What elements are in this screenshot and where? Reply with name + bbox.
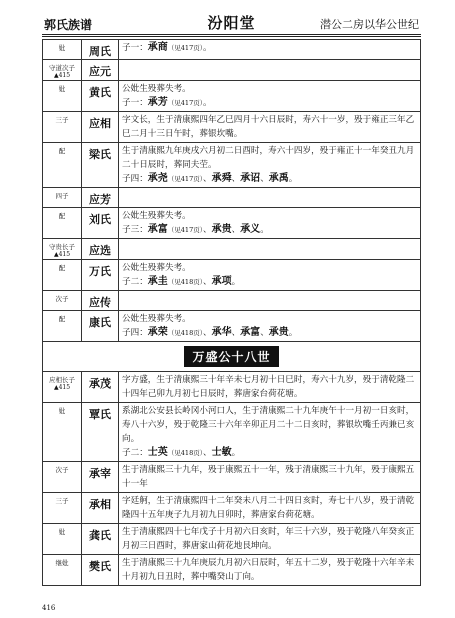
biography-cell xyxy=(119,462,421,493)
child-name: 承芳 xyxy=(147,97,168,108)
biography-cell xyxy=(119,493,421,524)
person-name: 龚氏 xyxy=(82,524,119,555)
child-separator: 。 xyxy=(202,43,212,53)
biography-text: 字方盛，生于清康熙三十年辛未七月初十日巳时，寿六十九岁，殁于清乾隆二十四年己卯九月初七日辰时，葬唐家台荷花塘。 xyxy=(122,375,415,399)
relation-label: 配 xyxy=(58,315,66,323)
children-prefix: 子一： xyxy=(122,43,148,53)
relation-tag xyxy=(43,60,82,81)
relation-label: 次子 xyxy=(55,466,69,474)
biography-cell xyxy=(119,60,421,81)
child-page-ref: （见418页） xyxy=(167,449,203,457)
table-row xyxy=(43,239,421,260)
relation-tag xyxy=(43,493,82,524)
table-row xyxy=(43,291,421,311)
relation-tag xyxy=(43,555,82,586)
person-name: 承相 xyxy=(82,493,119,524)
children-prefix: 子二： xyxy=(122,277,148,287)
child-name: 承华 xyxy=(211,327,232,338)
table-row xyxy=(43,403,421,462)
relation-label: 配 xyxy=(58,212,66,220)
table-row xyxy=(43,524,421,555)
table-row xyxy=(43,40,421,60)
relation-label: 配 xyxy=(58,264,66,272)
relation-tag xyxy=(43,462,82,493)
biography-cell xyxy=(119,143,421,188)
biography-text: 公妣生殁葬失考。 xyxy=(122,84,191,94)
biography-text: 系湖北公安县长岭冈小河口人，生于清康熙二十九年庚午十一月初一日亥时，寿八十六岁，殁于乾隆三十六年辛卯正月二十二日亥时，葬银坎嘴壬丙兼已亥向。 xyxy=(122,406,415,444)
table-row xyxy=(43,60,421,81)
page-marker: ▲415 xyxy=(53,72,71,79)
child-separator: 、 xyxy=(202,174,212,184)
children-prefix: 子四： xyxy=(122,174,148,184)
table-row xyxy=(43,555,421,586)
biography-text: 生于清康熙三十九年庚辰九月初六日辰时，年五十二岁，殁于乾隆十六年辛未十月初九日丑时，葬中嘴癸山丁向。 xyxy=(122,558,415,582)
child-name: 承圭 xyxy=(147,276,168,287)
relation-tag xyxy=(43,40,82,60)
relation-tag xyxy=(43,524,82,555)
child-name: 承富 xyxy=(147,224,168,235)
child-separator: 。 xyxy=(288,328,298,338)
child-name: 承贵 xyxy=(268,327,289,338)
biography-cell xyxy=(119,311,421,342)
child-separator: 、 xyxy=(231,328,241,338)
relation-tag xyxy=(43,260,82,291)
generation-row xyxy=(43,342,421,372)
child-name: 士英 xyxy=(147,447,168,458)
page-marker: ▲415 xyxy=(53,384,71,391)
children-prefix: 子三： xyxy=(122,225,148,235)
child-name: 承禹 xyxy=(268,173,289,184)
table-row xyxy=(43,143,421,188)
child-separator: 。 xyxy=(231,277,241,287)
relation-label: 三子 xyxy=(55,497,69,505)
biography-text: 公妣生殁葬失考。 xyxy=(122,263,191,273)
child-separator: 。 xyxy=(260,225,269,235)
child-separator: 。 xyxy=(288,174,298,184)
table-row xyxy=(43,462,421,493)
biography-cell xyxy=(119,403,421,462)
child-separator: 、 xyxy=(202,448,212,458)
relation-label: 妣 xyxy=(58,44,66,52)
relation-tag xyxy=(43,112,82,143)
child-name: 承尧 xyxy=(147,173,168,184)
children-line xyxy=(122,172,417,186)
relation-tag xyxy=(43,208,82,239)
genealogy-table xyxy=(42,39,421,586)
biography-cell xyxy=(119,555,421,586)
child-page-ref: （见417页） xyxy=(167,99,203,107)
hall-name: 汾阳堂 xyxy=(207,14,256,32)
child-name: 承项 xyxy=(211,276,232,287)
children-line xyxy=(122,326,417,340)
biography-cell xyxy=(119,372,421,403)
child-name: 承义 xyxy=(240,224,261,235)
child-page-ref: （见418页） xyxy=(167,278,203,286)
relation-tag xyxy=(43,81,82,112)
relation-label: 三子 xyxy=(55,116,69,124)
child-page-ref: （见417页） xyxy=(167,175,203,183)
relation-label: 守贵长子 xyxy=(49,243,75,251)
children-line xyxy=(122,96,417,110)
relation-label: 妣 xyxy=(58,85,66,93)
biography-cell xyxy=(119,188,421,208)
child-separator: 、 xyxy=(260,174,269,184)
book-title: 郭氏族谱 xyxy=(44,18,93,32)
child-separator: 、 xyxy=(231,174,241,184)
person-name: 应传 xyxy=(82,291,119,311)
relation-label: 妣 xyxy=(58,528,66,536)
biography-text: 公妣生殁葬失考。 xyxy=(122,314,191,324)
child-name: 士敏 xyxy=(211,447,232,458)
person-name: 樊氏 xyxy=(82,555,119,586)
biography-cell xyxy=(119,112,421,143)
relation-label: 继妣 xyxy=(55,559,69,567)
generation-title: 万盛公十八世 xyxy=(184,346,278,367)
biography-cell xyxy=(119,208,421,239)
child-name: 承舜 xyxy=(211,173,232,184)
person-name: 刘氏 xyxy=(82,208,119,239)
header-rule xyxy=(42,34,421,35)
person-name: 梁氏 xyxy=(82,143,119,188)
header-rule-2 xyxy=(42,36,421,37)
child-separator: 、 xyxy=(260,328,269,338)
biography-text: 公妣生殁葬失考。 xyxy=(122,211,191,221)
person-name: 应相 xyxy=(82,112,119,143)
page-marker: ▲415 xyxy=(53,251,71,258)
children-prefix: 子四： xyxy=(122,328,148,338)
table-row xyxy=(43,208,421,239)
biography-cell xyxy=(119,524,421,555)
biography-text: 生于清康熙三十九年，殁于康熙五十一年，残于清康熙三十九年，殁于康熙五十一年 xyxy=(122,465,415,489)
person-name: 万氏 xyxy=(82,260,119,291)
person-name: 承宰 xyxy=(82,462,119,493)
biography-cell xyxy=(119,81,421,112)
table-row xyxy=(43,372,421,403)
table-row xyxy=(43,81,421,112)
person-name: 周氏 xyxy=(82,40,119,60)
relation-tag xyxy=(43,188,82,208)
child-separator: 、 xyxy=(231,225,241,235)
children-prefix: 子一： xyxy=(122,98,148,108)
page-header xyxy=(42,8,421,34)
biography-text: 字廷舸，生于清康熙四十二年癸未八月二十四日亥时，寿七十八岁，殁于清乾隆四十五年庚子九月初九日卯时，葬唐家台荷花塘。 xyxy=(122,496,415,520)
relation-label: 配 xyxy=(58,147,66,155)
biography-text: 生于清康熙四十七年戊子十月初六日亥时，年三十六岁，殁于乾隆八年癸亥正月初三日酉时，葬唐家山荷花地艮坤向。 xyxy=(122,527,415,551)
child-separator: 、 xyxy=(202,225,212,235)
table-row xyxy=(43,260,421,291)
person-name: 应元 xyxy=(82,60,119,81)
child-name: 承富 xyxy=(240,327,261,338)
biography-cell xyxy=(119,291,421,311)
table-row xyxy=(43,112,421,143)
person-name: 黄氏 xyxy=(82,81,119,112)
child-separator: 。 xyxy=(202,98,212,108)
relation-tag xyxy=(43,403,82,462)
table-row xyxy=(43,188,421,208)
person-name: 应选 xyxy=(82,239,119,260)
child-name: 承荣 xyxy=(147,327,168,338)
child-name: 承诏 xyxy=(240,173,261,184)
biography-text: 字文长，生于清康熙四年乙巳四月十六日辰时，寿六十一岁，殁于雍正三年乙巳二月十三日午时，葬银坎嘴。 xyxy=(122,115,415,139)
table-row xyxy=(43,311,421,342)
relation-tag xyxy=(43,372,82,403)
children-line xyxy=(122,223,417,237)
child-separator: 、 xyxy=(202,277,212,287)
relation-label: 妣 xyxy=(58,407,66,415)
child-page-ref: （见418页） xyxy=(167,329,203,337)
relation-tag xyxy=(43,239,82,260)
children-line xyxy=(122,275,417,289)
section-title: 潜公二房以华公世纪 xyxy=(320,18,419,31)
person-name: 覃氏 xyxy=(82,403,119,462)
child-separator: 、 xyxy=(202,328,212,338)
child-page-ref: （见417页） xyxy=(167,226,203,234)
relation-tag xyxy=(43,291,82,311)
child-page-ref: （见417页） xyxy=(167,44,203,52)
children-line xyxy=(122,41,417,55)
biography-text: 生于清康熙九年庚戌六月初二日酉时，寿六十四岁，殁于雍正十一年癸丑九月二十日辰时，葬同夫茔。 xyxy=(122,146,415,170)
person-name: 应芳 xyxy=(82,188,119,208)
page-number: 416 xyxy=(42,604,56,612)
biography-cell xyxy=(119,260,421,291)
relation-label: 应相长子 xyxy=(49,376,75,384)
generation-cell xyxy=(43,342,421,372)
biography-cell xyxy=(119,239,421,260)
relation-tag xyxy=(43,143,82,188)
child-name: 承贵 xyxy=(211,224,232,235)
person-name: 康氏 xyxy=(82,311,119,342)
relation-tag xyxy=(43,311,82,342)
person-name: 承茂 xyxy=(82,372,119,403)
child-name: 承商 xyxy=(147,42,168,53)
table-row xyxy=(43,493,421,524)
biography-cell xyxy=(119,40,421,60)
children-line xyxy=(122,446,417,460)
child-separator: 。 xyxy=(231,448,241,458)
relation-label: 四子 xyxy=(55,192,69,200)
relation-label: 守道次子 xyxy=(49,64,75,72)
relation-label: 次子 xyxy=(55,295,69,303)
children-prefix: 子二： xyxy=(122,448,148,458)
